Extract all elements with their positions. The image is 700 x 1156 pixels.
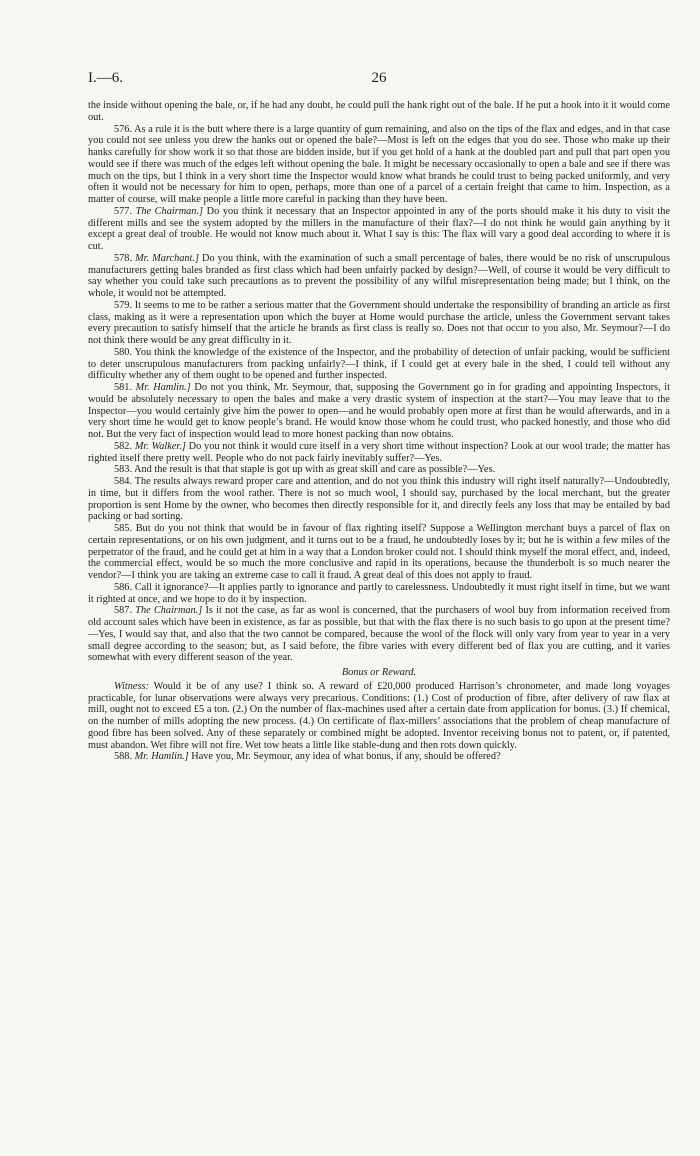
paragraph-578	[88, 253, 670, 300]
section-heading: Bonus or Reward.	[341, 667, 417, 678]
question-number: 587.	[114, 605, 133, 617]
paragraph-580	[88, 347, 670, 382]
speaker-name: Mr. Walker.]	[134, 440, 186, 452]
question-number: 577.	[114, 205, 133, 217]
paragraph-text: Do not you think, Mr. Seymour, that, supposing the Government go in for grading and appointing Inspectors, it would be absolutely necessary to open the bales and make a very drastic system of inspection at the start?—You may leave that to the Inspector—you would certainly give him the power to open—and he would probably open more at first than he would afterwards, and in a very short time he would get to know people’s brand. He would know those whom he could trust, who packed honestly, and those who did not. But the very fact of inspection would lead to more honest packing than now obtains.	[88, 382, 670, 440]
question-number: 583.	[114, 464, 133, 476]
paragraph-text: Do you not think it would cure itself in a very short time without inspection? Look at our wool trade; the matter has righted itself there pretty well. People who do not pack fairly inevitably suffer?—Yes.	[88, 440, 670, 464]
question-number: 586.	[114, 581, 133, 593]
page-header	[88, 70, 670, 90]
speaker-name: Mr. Hamlin.]	[134, 751, 189, 763]
paragraph-continuation: the inside without opening the bale, or, if he had any doubt, he could pull the hank right out of the bale. If he put a hook into it it would come out.	[88, 100, 670, 123]
paragraph-581	[88, 382, 670, 441]
question-number: 576.	[114, 123, 133, 135]
page-number: 26	[371, 70, 387, 86]
paragraph-text: But do you not think that would be in favour of flax righting itself? Suppose a Wellington merchant buys a parcel of flax on certain representations, or on his own judgment, and it turns out to be a fraud, he undoubtedly loses by it; but he is within a few miles of the perpetrator of the fraud, and he could get at him in a way that a London broker could not. I should think myself the moral effect, and, indeed, the commercial effect, would be so much the more conclusive and rapid in its operations, because the thunderbolt is so much nearer the vendor?—I think you are taking an extreme case to call it fraud. A great deal of this does not apply to fraud.	[88, 523, 670, 581]
page-body	[88, 100, 670, 763]
paragraph-588	[88, 751, 670, 763]
paragraph-585	[88, 523, 670, 582]
document-reference: I.—6.	[88, 70, 123, 86]
paragraph-text: Is it not the case, as far as wool is concerned, that the purchasers of wool buy from information received from old account sales which have been in existence, as far as possible, but that with the flax there is no such basis to go upon at the present time?—Yes, I would say that, and also that the two cannot be compared, because the wool of the flock will only vary from year to year in a very small degree according to the season; but, as I said before, the fibre varies with every different bed of flax you are cutting, and it varies somewhat with every different season of the year.	[88, 605, 670, 664]
paragraph-577	[88, 206, 670, 253]
question-number: 581.	[114, 382, 133, 393]
speaker-name: The Chairman.]	[135, 605, 203, 617]
question-number: 584.	[114, 476, 133, 487]
paragraph-583	[88, 464, 670, 476]
question-number: 588.	[114, 751, 133, 763]
question-number: 585.	[114, 523, 133, 534]
question-number: 579.	[114, 299, 133, 311]
paragraph-579	[88, 300, 670, 347]
paragraph-text: Would it be of any use? I think so. A reward of £20,000 produced Harrison’s chronometer, and made long voyages practicable, for lunar observations were always very precarious. Conditions: (1.) Cost of production of fibre, after delivery of raw flax at mill, ought not to exceed £5 a ton. (2.) On the number of flax-machines used after a certain date from application for bonus. (3.) If chemical, on the number of mills adopting the new process. (4.) On certificate of flax-millers’ associations that the problem of cheap manufacture of good fibre has been solved. Any of these separately or combined might be adopted. Inventor receiving bonus not to patent, or, if patented, must abandon. Wet fibre will not fire. Wet tow heats a little like stable-dung and then rots down quickly.	[88, 680, 670, 751]
paragraph-text: And the result is that that staple is got up with as great skill and care as possible?—Yes.	[134, 464, 496, 476]
paragraph-text: Do you think, with the examination of such a small percentage of bales, there would be no risk of unscrupulous manufacturers getting bales branded as first class which had been unfairly packed by design?—Well, of course it would be very difficult to say whether you could take such precautions as to prevent the possibility of any wilful misrepresentation being made; but I think, on the whole, it would not be attempted.	[88, 252, 671, 299]
paragraph-text: You think the knowledge of the existence of the Inspector, and the probability of detection of unfair packing, would be sufficient to deter unscrupulous manufacturers from packing unfairly?—I think, if I could get at every bale in the shed, I could tell without any difficulty whether any of them ought to be opened and further inspected.	[88, 346, 670, 382]
speaker-name: Witness:	[114, 680, 149, 692]
paragraph-text: Have you, Mr. Seymour, any idea of what bonus, if any, should be offered?	[191, 751, 501, 763]
paragraph-587	[88, 605, 670, 664]
speaker-name: Mr. Marchant.]	[135, 252, 199, 264]
paragraph-text: It seems to me to be rather a serious matter that the Government should undertake the responsibility of branding an article as first class, making as it were a representation upon which the buyer at Home would purchase the article, unless the Government servant takes every precaution to satisfy himself that the article he brands as first class is really so. Does not that occur to you also, Mr. Seymour?—I do not think there would be any great difficulty in it.	[88, 299, 671, 346]
speaker-name: The Chairman.]	[135, 205, 204, 217]
paragraph-text: Call it ignorance?—It applies partly to ignorance and partly to carelessness. Undoubtedly it must right itself in time, but we want it righted at once, and we hope to do it by inspection.	[88, 581, 671, 605]
paragraph-text: The results always reward proper care and attention, and do not you think this industry will right itself naturally?—Undoubtedly, in time, but it differs from the wool rather. There is not so much wool, I should say, purchased by the local merchant, but the greater proportion is sent Home by the owner, who becomes then directly responsible for it, and directly feels any loss that may be entailed by bad packing or bad sorting.	[88, 476, 670, 523]
paragraph-586	[88, 582, 670, 606]
question-number: 580.	[114, 346, 133, 358]
paragraph-text: Do you think it necessary that an Inspector appointed in any of the ports should make it his duty to visit the different mills and see the system adopted by the millers in the manufacture of their flax?—I do not think he would gain anything by it except a great deal of trouble. He would not know much about it. What I say is this: The flax will vary a good deal according to where it is cut.	[88, 205, 671, 252]
question-number: 578.	[114, 252, 133, 264]
speaker-name: Mr. Hamlin.]	[135, 382, 191, 393]
witness-paragraph	[88, 681, 670, 752]
paragraph-576	[88, 124, 670, 206]
paragraph-584	[88, 476, 670, 523]
paragraph-582	[88, 441, 670, 465]
question-number: 582.	[114, 440, 133, 452]
paragraph-text: As a rule it is the butt where there is a large quantity of gum remaining, and also on the tips of the flax and edges, and in that case you could not see unless you drew the hanks out or opened the bale?—Most is left on the edges that you do see. Those who make up their hanks carefully for show work it so that those are bidden inside, but if you get hold of a hank at the doubled part and pull that part open you would see if there was much of the edges left without opening the bale. It might be necessary occasionally to open a bale and see if there was much on the tips, but I think in a very short time the Inspector would know what brands he could trust to being packed uniformly, and very often it would not be necessary for him to open, perhaps, more than one of a parcel of a certain freight that came to him. Inspection, as a matter of course, will make people a little more careful in packing than they have been.	[88, 123, 670, 205]
